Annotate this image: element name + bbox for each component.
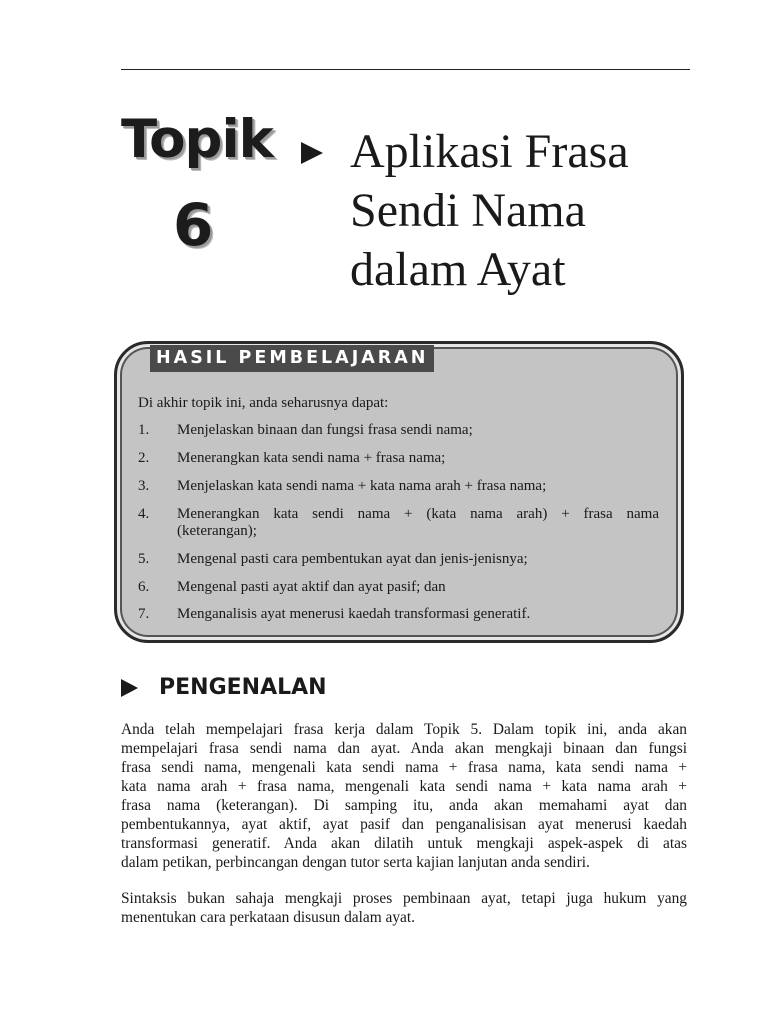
paragraph-line: pembentukannya, ayat aktif, ayat pasif dan penganalisisan ayat menerusi kaedah <box>121 816 687 833</box>
paragraph-line: Anda telah mempelajari frasa kerja dalam Topik 5. Dalam topik ini, anda akan <box>121 721 687 738</box>
chapter-title <box>350 122 690 299</box>
topic-number: 6 <box>173 191 213 259</box>
chapter-title-line: Sendi Nama <box>350 184 586 237</box>
outcome-text: Mengenal pasti ayat aktif dan ayat pasif; dan <box>177 579 446 595</box>
chapter-title-line: dalam Ayat <box>350 243 566 296</box>
learning-outcomes-intro: Di akhir topik ini, anda seharusnya dapat: <box>138 395 389 411</box>
learning-outcomes-label: HASIL PEMBELAJARAN <box>150 345 434 372</box>
paragraph-line: frasa sendi nama, mengenali kata sendi nama + frasa nama, kata sendi nama + <box>121 759 687 776</box>
paragraph-line: mempelajari frasa sendi nama dan ayat. Anda akan mengkaji binaan dan fungsi <box>121 740 687 757</box>
outcome-number: 7. <box>138 606 150 622</box>
triangle-arrow-icon <box>301 142 323 164</box>
outcome-number: 2. <box>138 450 150 466</box>
paragraph-line: Sintaksis bukan sahaja mengkaji proses pembinaan ayat, tetapi juga hukum yang <box>121 890 687 907</box>
triangle-arrow-icon <box>121 679 138 697</box>
paragraph-line: dalam petikan, perbincangan dengan tutor serta kajian lanjutan anda sendiri. <box>121 854 590 871</box>
outcome-text: Menerangkan kata sendi nama + frasa nama; <box>177 450 446 466</box>
outcome-number: 3. <box>138 478 150 494</box>
section-heading: PENGENALAN <box>159 675 327 700</box>
paragraph-line: frasa nama (keterangan). Di samping itu, anda akan memahami ayat dan <box>121 797 687 814</box>
outcome-text: Menjelaskan kata sendi nama + kata nama arah + frasa nama; <box>177 478 547 494</box>
intro-paragraph <box>121 720 687 872</box>
outcome-text: Menerangkan kata sendi nama + (kata nama arah) + frasa nama <box>177 506 659 522</box>
outcome-text: Mengenal pasti cara pembentukan ayat dan jenis-jenisnya; <box>177 551 528 567</box>
chapter-title-line: Aplikasi Frasa <box>350 125 629 178</box>
outcome-number: 1. <box>138 422 150 438</box>
paragraph-line: transformasi generatif. Anda akan dilatih untuk mengkaji aspek-aspek di atas <box>121 835 687 852</box>
outcome-text: Menjelaskan binaan dan fungsi frasa sendi nama; <box>177 422 473 438</box>
outcome-number: 4. <box>138 506 150 522</box>
topic-label: Topik <box>121 109 273 170</box>
outcome-number: 5. <box>138 551 150 567</box>
header-rule <box>121 69 690 70</box>
outcome-number: 6. <box>138 579 150 595</box>
outcome-text-continued: (keterangan); <box>177 523 257 539</box>
paragraph-line: kata nama arah + frasa nama, mengenali kata sendi nama + kata nama arah + <box>121 778 687 795</box>
paragraph-line: menentukan cara perkataan disusun dalam ayat. <box>121 909 416 926</box>
syntax-paragraph <box>121 889 687 927</box>
outcome-text: Menganalisis ayat menerusi kaedah transformasi generatif. <box>177 606 531 622</box>
